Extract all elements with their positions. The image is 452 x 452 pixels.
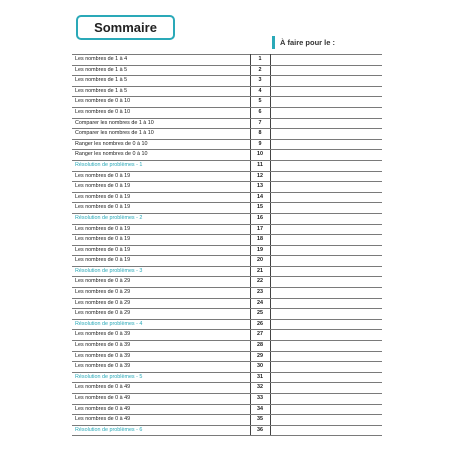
table-row: [72, 298, 382, 309]
row-due-date-cell[interactable]: [270, 76, 382, 87]
row-number: 6: [250, 107, 270, 118]
row-number: 5: [250, 97, 270, 108]
row-due-date-cell[interactable]: [270, 171, 382, 182]
row-title: Résolution de problèmes - 1: [72, 160, 250, 171]
table-row: [72, 404, 382, 415]
table-row: [72, 86, 382, 97]
row-number: 36: [250, 425, 270, 436]
row-title: Comparer les nombres de 1 à 10: [72, 118, 250, 129]
table-row: [72, 351, 382, 362]
page-title: [76, 15, 175, 40]
table-row: [72, 171, 382, 182]
row-number: 18: [250, 235, 270, 246]
row-due-date-cell[interactable]: [270, 150, 382, 161]
row-number: 26: [250, 319, 270, 330]
row-title: Les nombres de 0 à 49: [72, 383, 250, 394]
row-number: 14: [250, 192, 270, 203]
table-row: [72, 245, 382, 256]
row-number: 35: [250, 415, 270, 426]
table-row: [72, 76, 382, 87]
table-row: [72, 309, 382, 320]
row-title: Résolution de problèmes - 4: [72, 319, 250, 330]
row-due-date-cell[interactable]: [270, 224, 382, 235]
row-title: Les nombres de 0 à 39: [72, 330, 250, 341]
row-number: 8: [250, 129, 270, 140]
row-due-date-cell[interactable]: [270, 97, 382, 108]
row-title: Les nombres de 0 à 10: [72, 107, 250, 118]
table-row: [72, 341, 382, 352]
table-row: [72, 118, 382, 129]
toc-body: [72, 55, 382, 436]
row-title: Les nombres de 0 à 19: [72, 224, 250, 235]
row-title: Les nombres de 0 à 29: [72, 309, 250, 320]
row-title: Résolution de problèmes - 3: [72, 266, 250, 277]
table-row: [72, 372, 382, 383]
row-due-date-cell[interactable]: [270, 86, 382, 97]
row-due-date-cell[interactable]: [270, 319, 382, 330]
row-number: 12: [250, 171, 270, 182]
row-title: Les nombres de 0 à 49: [72, 415, 250, 426]
row-number: 13: [250, 182, 270, 193]
row-number: 2: [250, 65, 270, 76]
table-row: [72, 319, 382, 330]
row-number: 19: [250, 245, 270, 256]
row-title: Les nombres de 0 à 49: [72, 404, 250, 415]
row-title: Les nombres de 0 à 19: [72, 192, 250, 203]
table-row: [72, 65, 382, 76]
row-due-date-cell[interactable]: [270, 404, 382, 415]
row-title: Comparer les nombres de 1 à 10: [72, 129, 250, 140]
table-row: [72, 213, 382, 224]
row-due-date-cell[interactable]: [270, 288, 382, 299]
row-due-date-cell[interactable]: [270, 55, 382, 66]
row-number: 28: [250, 341, 270, 352]
row-title: Les nombres de 1 à 5: [72, 65, 250, 76]
table-row: [72, 266, 382, 277]
row-title: Les nombres de 1 à 4: [72, 55, 250, 66]
table-row: [72, 150, 382, 161]
row-due-date-cell[interactable]: [270, 256, 382, 267]
row-number: 17: [250, 224, 270, 235]
row-due-date-cell[interactable]: [270, 425, 382, 436]
row-title: Les nombres de 0 à 49: [72, 394, 250, 405]
row-due-date-cell[interactable]: [270, 182, 382, 193]
row-title: Les nombres de 0 à 39: [72, 362, 250, 373]
todo-accent-bar: [272, 36, 275, 49]
row-number: 10: [250, 150, 270, 161]
table-row: [72, 415, 382, 426]
row-title: Les nombres de 0 à 39: [72, 351, 250, 362]
row-due-date-cell[interactable]: [270, 330, 382, 341]
table-of-contents: [72, 54, 382, 436]
row-number: 21: [250, 266, 270, 277]
table-row: [72, 425, 382, 436]
row-number: 3: [250, 76, 270, 87]
row-due-date-cell[interactable]: [270, 107, 382, 118]
row-due-date-cell[interactable]: [270, 129, 382, 140]
table-row: [72, 55, 382, 66]
row-number: 34: [250, 404, 270, 415]
table-row: [72, 139, 382, 150]
row-due-date-cell[interactable]: [270, 160, 382, 171]
row-due-date-cell[interactable]: [270, 309, 382, 320]
row-due-date-cell[interactable]: [270, 192, 382, 203]
row-due-date-cell[interactable]: [270, 235, 382, 246]
row-title: Les nombres de 0 à 29: [72, 288, 250, 299]
row-number: 29: [250, 351, 270, 362]
table-row: [72, 277, 382, 288]
row-number: 11: [250, 160, 270, 171]
row-title: Ranger les nombres de 0 à 10: [72, 150, 250, 161]
row-due-date-cell[interactable]: [270, 298, 382, 309]
row-number: 9: [250, 139, 270, 150]
row-due-date-cell[interactable]: [270, 341, 382, 352]
row-due-date-cell[interactable]: [270, 277, 382, 288]
table-row: [72, 224, 382, 235]
row-title: Les nombres de 0 à 19: [72, 171, 250, 182]
row-title: Les nombres de 0 à 19: [72, 245, 250, 256]
row-title: Les nombres de 0 à 19: [72, 235, 250, 246]
row-title: Les nombres de 0 à 39: [72, 341, 250, 352]
row-due-date-cell[interactable]: [270, 65, 382, 76]
row-number: 33: [250, 394, 270, 405]
row-number: 31: [250, 372, 270, 383]
row-number: 15: [250, 203, 270, 214]
row-title: Les nombres de 0 à 19: [72, 256, 250, 267]
row-number: 32: [250, 383, 270, 394]
row-number: 16: [250, 213, 270, 224]
row-number: 23: [250, 288, 270, 299]
row-title: Les nombres de 0 à 10: [72, 97, 250, 108]
row-title: Les nombres de 1 à 5: [72, 86, 250, 97]
table-row: [72, 256, 382, 267]
row-number: 30: [250, 362, 270, 373]
row-due-date-cell[interactable]: [270, 372, 382, 383]
table-row: [72, 107, 382, 118]
table-row: [72, 330, 382, 341]
row-title: Les nombres de 1 à 5: [72, 76, 250, 87]
row-due-date-cell[interactable]: [270, 415, 382, 426]
table-row: [72, 394, 382, 405]
row-due-date-cell[interactable]: [270, 383, 382, 394]
row-number: 27: [250, 330, 270, 341]
row-due-date-cell[interactable]: [270, 245, 382, 256]
table-row: [72, 383, 382, 394]
row-due-date-cell[interactable]: [270, 266, 382, 277]
table-row: [72, 203, 382, 214]
row-number: 7: [250, 118, 270, 129]
table-row: [72, 362, 382, 373]
table-row: [72, 192, 382, 203]
table-row: [72, 160, 382, 171]
row-title: Les nombres de 0 à 19: [72, 203, 250, 214]
row-title: Ranger les nombres de 0 à 10: [72, 139, 250, 150]
table-row: [72, 129, 382, 140]
row-due-date-cell[interactable]: [270, 139, 382, 150]
row-title: Les nombres de 0 à 19: [72, 182, 250, 193]
row-title: Résolution de problèmes - 2: [72, 213, 250, 224]
row-due-date-cell[interactable]: [270, 118, 382, 129]
table-row: [72, 182, 382, 193]
table-row: [72, 288, 382, 299]
row-due-date-cell[interactable]: [270, 394, 382, 405]
page-title-text: Sommaire: [94, 20, 157, 35]
row-number: 25: [250, 309, 270, 320]
row-title: Résolution de problèmes - 6: [72, 425, 250, 436]
row-due-date-cell[interactable]: [270, 351, 382, 362]
table-row: [72, 97, 382, 108]
row-number: 1: [250, 55, 270, 66]
todo-column-label: À faire pour le :: [280, 38, 336, 47]
row-number: 24: [250, 298, 270, 309]
row-title: Les nombres de 0 à 29: [72, 298, 250, 309]
row-title: Les nombres de 0 à 29: [72, 277, 250, 288]
todo-column-header: [272, 36, 335, 49]
row-due-date-cell[interactable]: [270, 362, 382, 373]
row-due-date-cell[interactable]: [270, 213, 382, 224]
table-row: [72, 235, 382, 246]
row-due-date-cell[interactable]: [270, 203, 382, 214]
row-number: 4: [250, 86, 270, 97]
row-number: 22: [250, 277, 270, 288]
row-title: Résolution de problèmes - 5: [72, 372, 250, 383]
row-number: 20: [250, 256, 270, 267]
